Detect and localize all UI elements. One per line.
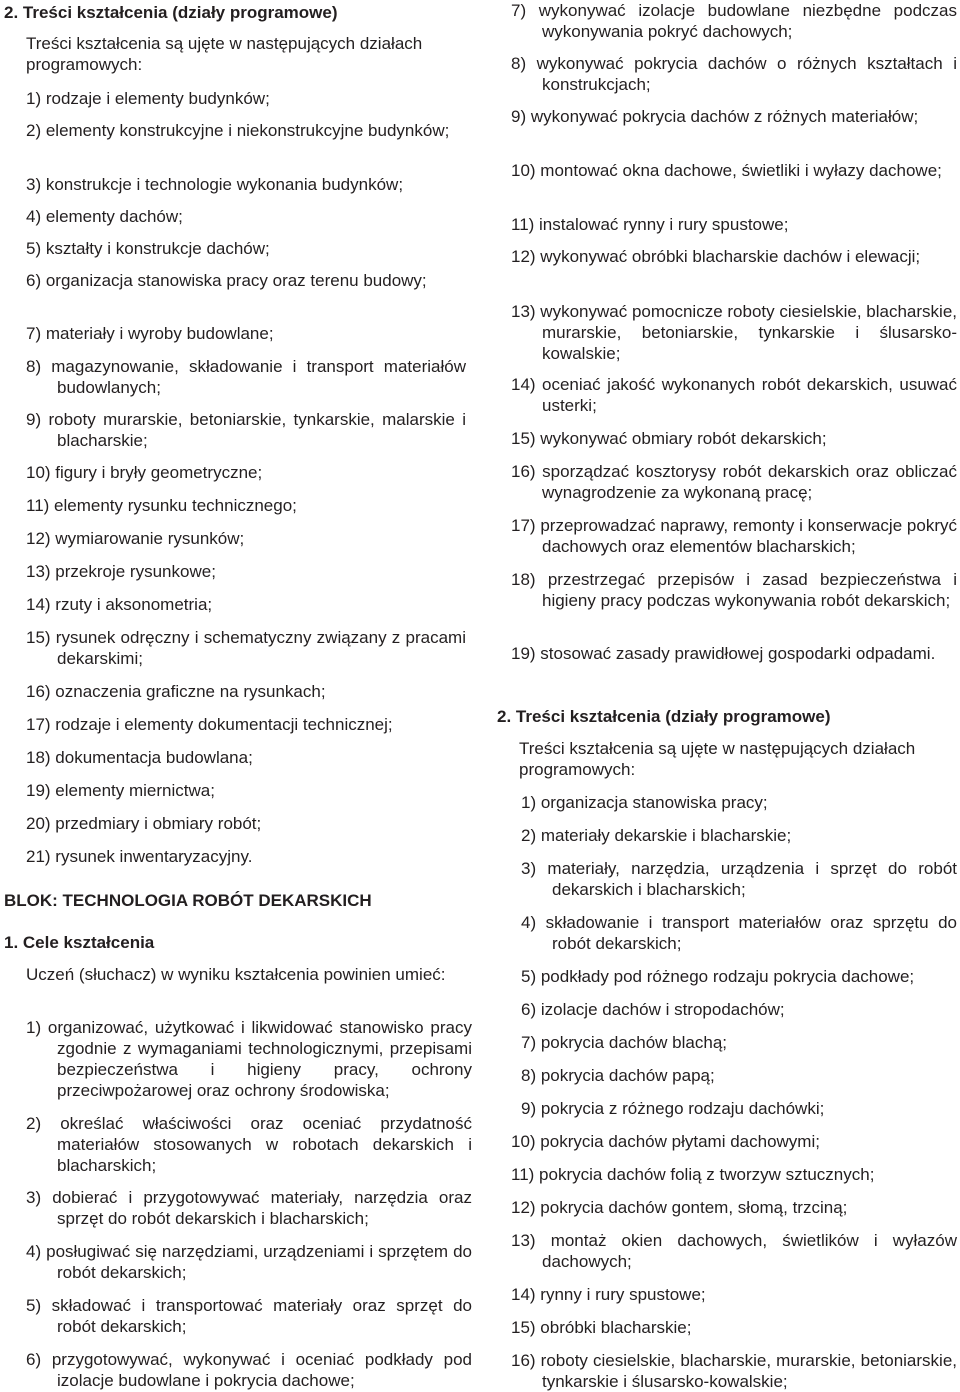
list-item: 14) rynny i rury spustowe; (511, 1285, 706, 1304)
list-item: 5) podkłady pod różnego rodzaju pokrycia dachowe; (521, 967, 915, 986)
list-item: 3) materiały, narzędzia, urządzenia i sprzęt do robót dekarskich i blacharskich; (521, 859, 957, 899)
list-item: 11) elementy rysunku technicznego; (26, 496, 297, 515)
list-item: 11) instalować rynny i rury spustowe; (511, 215, 789, 234)
section-heading: 2. Treści kształcenia (działy programowe) (4, 3, 338, 22)
list-item: 14) oceniać jakość wykonanych robót dekarskich, usuwać usterki; (511, 375, 957, 415)
list-item: 16) sporządzać kosztorysy robót dekarskich oraz obliczać wynagrodzenie za wykonaną pracę; (511, 462, 957, 502)
list-item: 17) rodzaje i elementy dokumentacji technicznej; (26, 715, 393, 734)
list-item: 3) konstrukcje i technologie wykonania budynków; (26, 175, 404, 194)
list-item: 12) pokrycia dachów gontem, słomą, trzciną; (511, 1198, 848, 1217)
list-item: 6) izolacje dachów i stropodachów; (521, 1000, 785, 1019)
list-item: 9) pokrycia z różnego rodzaju dachówki; (521, 1099, 825, 1118)
list-item: 6) organizacja stanowiska pracy oraz terenu budowy; (26, 271, 427, 290)
list-item: 20) przedmiary i obmiary robót; (26, 814, 262, 833)
section-intro: Treści kształcenia są ujęte w następujących działach programowych: (519, 739, 916, 779)
list-item: 16) roboty ciesielskie, blacharskie, murarskie, betoniarskie, tynkarskie i ślusarsko-kowalskie; (511, 1351, 957, 1391)
list-item: 10) montować okna dachowe, świetliki i wyłazy dachowe; (511, 161, 942, 180)
list-item: 10) figury i bryły geometryczne; (26, 463, 263, 482)
list-item: 1) organizować, użytkować i likwidować stanowisko pracy zgodnie z wymaganiami technologicznymi, przepisami bezpieczeństwa i higieny pracy, ochrony przeciwpożarowej oraz ochrony środowiska; (26, 1018, 472, 1100)
list-item: 19) elementy miernictwa; (26, 781, 215, 800)
list-item: 2) elementy konstrukcyjne i niekonstrukcyjne budynków; (26, 121, 450, 140)
list-item: 11) pokrycia dachów folią z tworzyw sztucznych; (511, 1165, 875, 1184)
list-item: 5) kształty i konstrukcje dachów; (26, 239, 270, 258)
section-heading: 2. Treści kształcenia (działy programowe) (497, 707, 831, 726)
list-item: 13) wykonywać pomocnicze roboty ciesielskie, blacharskie, murarskie, betoniarskie, tynkarskie i ślusarsko-kowalskie; (511, 302, 957, 363)
list-item: 2) określać właściwości oraz oceniać przydatność materiałów stosowanych w robotach dekarskich i blacharskich; (26, 1114, 472, 1175)
list-item: 17) przeprowadzać naprawy, remonty i konserwacje pokryć dachowych oraz elementów blacharskich; (511, 516, 957, 556)
list-item: 7) materiały i wyroby budowlane; (26, 324, 274, 343)
list-item: 15) rysunek odręczny i schematyczny związany z pracami dekarskimi; (26, 628, 466, 668)
list-item: 7) pokrycia dachów blachą; (521, 1033, 728, 1052)
section-intro: Treści kształcenia są ujęte w następujących działach programowych: (26, 34, 423, 74)
list-item: 3) dobierać i przygotowywać materiały, narzędzia oraz sprzęt do robót dekarskich i blacharskich; (26, 1188, 472, 1228)
list-item: 21) rysunek inwentaryzacyjny. (26, 847, 253, 866)
list-item: 18) dokumentacja budowlana; (26, 748, 253, 767)
list-item: 7) wykonywać izolacje budowlane niezbędne podczas wykonywania pokryć dachowych; (511, 1, 957, 41)
list-item: 4) elementy dachów; (26, 207, 183, 226)
list-item: 2) materiały dekarskie i blacharskie; (521, 826, 792, 845)
list-item: 12) wymiarowanie rysunków; (26, 529, 245, 548)
list-item: 9) wykonywać pokrycia dachów z różnych materiałów; (511, 107, 919, 126)
list-item: 16) oznaczenia graficzne na rysunkach; (26, 682, 326, 701)
list-item: 14) rzuty i aksonometria; (26, 595, 213, 614)
list-item: 18) przestrzegać przepisów i zasad bezpieczeństwa i higieny pracy podczas wykonywania robót dekarskich; (511, 570, 957, 610)
list-item: 15) wykonywać obmiary robót dekarskich; (511, 429, 827, 448)
list-item: 19) stosować zasady prawidłowej gospodarki odpadami. (511, 644, 936, 663)
list-item: 13) przekroje rysunkowe; (26, 562, 216, 581)
list-item: 15) obróbki blacharskie; (511, 1318, 692, 1337)
list-item: 8) wykonywać pokrycia dachów o różnych kształtach i konstrukcjach; (511, 54, 957, 94)
list-item: 13) montaż okien dachowych, świetlików i wyłazów dachowych; (511, 1231, 957, 1271)
list-item: 8) pokrycia dachów papą; (521, 1066, 715, 1085)
list-item: 5) składować i transportować materiały oraz sprzęt do robót dekarskich; (26, 1296, 472, 1336)
list-item: 10) pokrycia dachów płytami dachowymi; (511, 1132, 820, 1151)
list-item: 1) rodzaje i elementy budynków; (26, 89, 270, 108)
section-intro: Uczeń (słuchacz) w wyniku kształcenia powinien umieć: (26, 965, 446, 984)
list-item: 4) posługiwać się narzędziami, urządzeniami i sprzętem do robót dekarskich; (26, 1242, 472, 1282)
list-item: 4) składowanie i transport materiałów oraz sprzętu do robót dekarskich; (521, 913, 957, 953)
list-item: 8) magazynowanie, składowanie i transport materiałów budowlanych; (26, 357, 466, 397)
section-1 (4, 2, 474, 23)
block-heading: BLOK: TECHNOLOGIA ROBÓT DEKARSKICH (4, 891, 372, 910)
section-heading: 1. Cele kształcenia (4, 933, 155, 952)
list-item: 1) organizacja stanowiska pracy; (521, 793, 768, 812)
section-1-intro (4, 33, 474, 75)
list-item: 6) przygotowywać, wykonywać i oceniać podkłady pod izolacje budowlane i pokrycia dachowe; (26, 1350, 472, 1390)
list-item: 9) roboty murarskie, betoniarskie, tynkarskie, malarskie i blacharskie; (26, 410, 466, 450)
list-item: 12) wykonywać obróbki blacharskie dachów i elewacji; (511, 247, 921, 266)
